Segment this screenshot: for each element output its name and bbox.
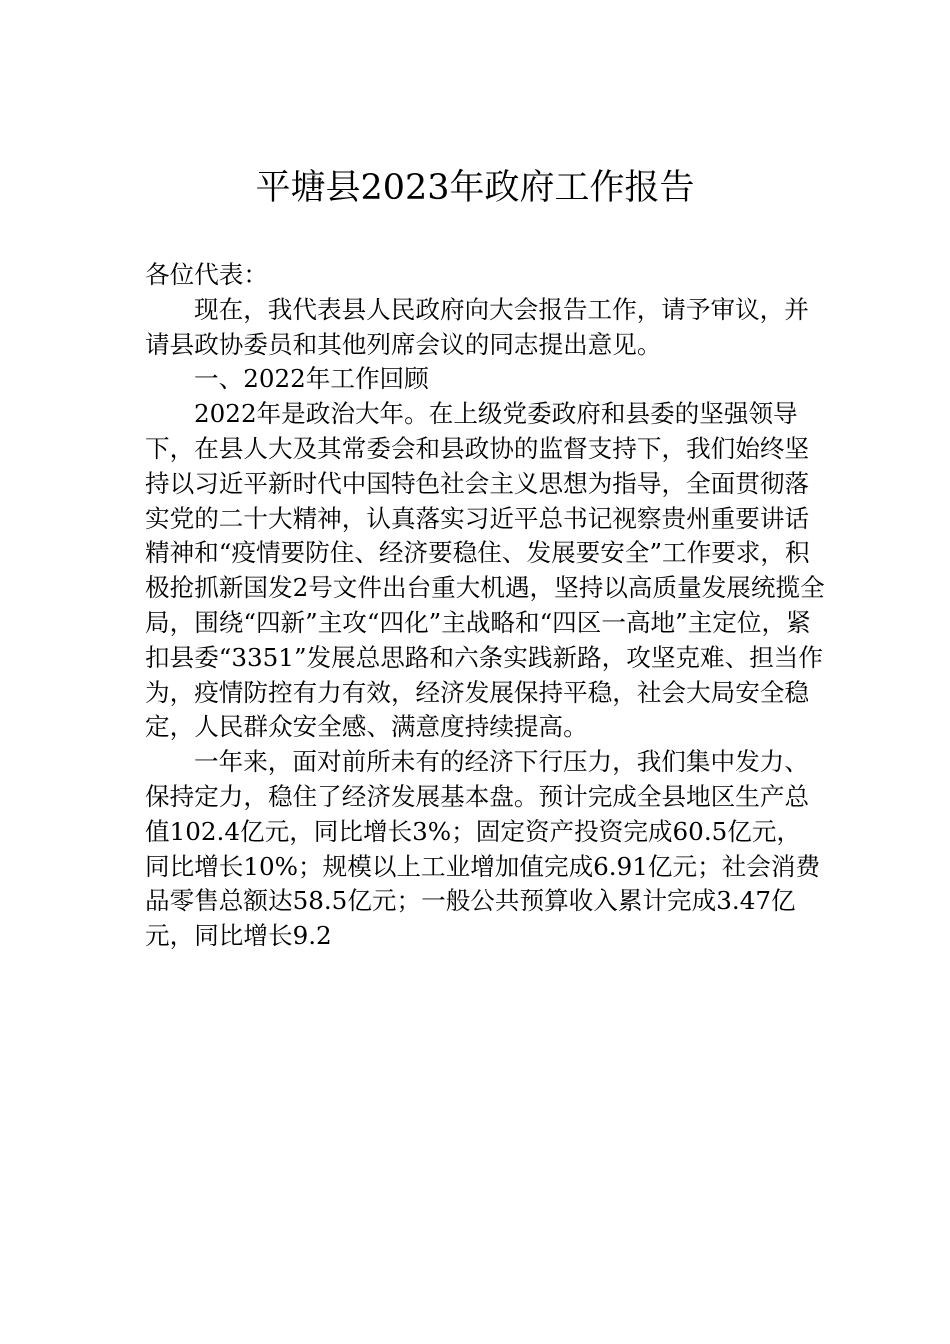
salutation: 各位代表： — [145, 260, 268, 289]
paragraph-economy: 一年来，面对前所未有的经济下行压力，我们集中发力、保持定力，稳住了经济发展基本盘。预计完成全县地区生产总值102.4亿元，同比增长3%；固定资产投资完成60.5亿元，同比增长10%；规模以上工业增加值完成6.91亿元；社会消费品零售总额达58.5亿元；一般公共预算收入累计完成3.47亿元，同比增长9.2 — [145, 747, 821, 951]
paragraph-intro: 现在，我代表县人民政府向大会报告工作，请予审议，并请县政协委员和其他列席会议的同志提出意见。 — [145, 294, 809, 359]
section-heading: 一、2022年工作回顾 — [194, 364, 429, 394]
paragraph-overview: 2022年是政治大年。在上级党委政府和县委的坚强领导下，在县人大及其常委会和县政协的监督支持下，我们始终坚持以习近平新时代中国特色社会主义思想为指导，全面贯彻落实党的二十大精神，认真落实习近平总书记视察贵州重要讲话精神和“疫情要防住、经济要稳住、发展要安全”工作要求，积极抢抓新国发2号文件出台重大机遇，坚持以高质量发展统揽全局，围绕“四新”主攻“四化”主战略和“四区一高地”主定位，紧扣县委“3351”发展总思路和六条实践新路，攻坚克难、担当作为，疫情防控有力有效，经济发展保持平稳，社会大局安全稳定，人民群众安全感、满意度持续提高。 — [145, 399, 825, 742]
document-body — [145, 258, 825, 954]
document-title: 平塘县2023年政府工作报告 — [255, 168, 695, 208]
